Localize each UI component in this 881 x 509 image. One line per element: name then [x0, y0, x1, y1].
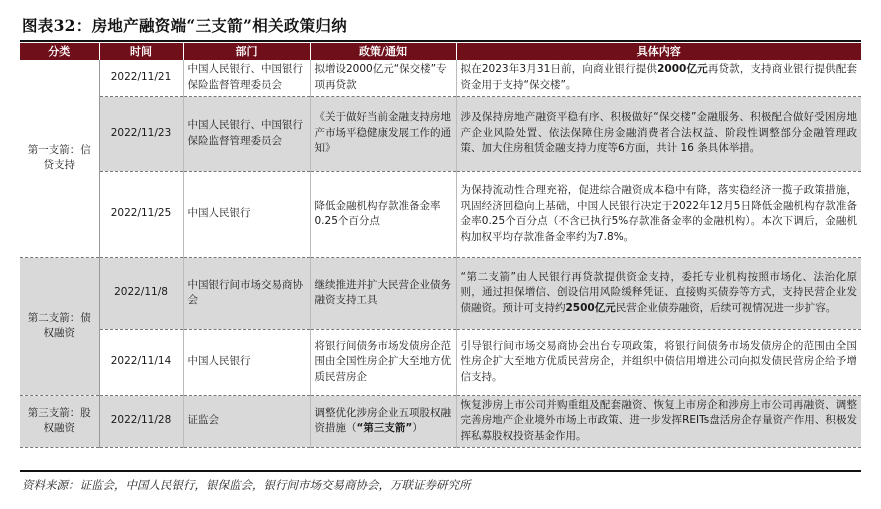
department-cell: 中国银行间市场交易商协会 [183, 257, 310, 329]
category-cell: 第二支箭：债权融资 [20, 257, 99, 395]
department-cell: 中国人民银行 [183, 329, 310, 395]
detail-cell: 为保持流动性合理充裕，促进综合融资成本稳中有降，落实稳经济一揽子政策措施，巩固经济回稳向上基础，中国人民银行决定于2022年12月5日降低金融机构存款准备金率0.25个百分点（不含已执行5%存款准备金率的金融机构）。本次下调后，金融机构加权平均存款准备金率约为7.8%。 [456, 171, 861, 257]
category-cell: 第三支箭：股权融资 [20, 395, 99, 447]
policy-cell: 《关于做好当前金融支持房地产市场平稳健康发展工作的通知》 [310, 96, 456, 171]
policy-cell: 将银行间债务市场发债房企范围由全国性房企扩大至地方优质民营房企 [310, 329, 456, 395]
source-note: 资料来源：证监会，中国人民银行，银保监会，银行间市场交易商协会，万联证券研究所 [22, 478, 471, 492]
detail-cell [456, 257, 861, 329]
top-rule [20, 40, 861, 42]
department-cell: 中国人民银行、中国银行保险监督管理委员会 [183, 96, 310, 171]
detail-text: 民营企业债券融资，后续可视情况进一步扩容。 [615, 301, 837, 314]
department-cell: 中国人民银行、中国银行保险监督管理委员会 [183, 60, 310, 96]
policy-cell: 继续推进并扩大民营企业债务融资支持工具 [310, 257, 456, 329]
header-detail: 具体内容 [456, 43, 861, 60]
policy-cell [310, 395, 456, 447]
department-cell: 证监会 [183, 395, 310, 447]
detail-highlight: 2000亿元 [657, 63, 708, 76]
header-policy: 政策/通知 [310, 43, 456, 60]
date-cell: 2022/11/21 [99, 60, 183, 96]
category-cell: 第一支箭：信贷支持 [20, 60, 99, 257]
header-category: 分类 [20, 43, 99, 60]
detail-cell [456, 60, 861, 96]
table-row [20, 96, 861, 171]
date-cell: 2022/11/14 [99, 329, 183, 395]
detail-highlight: 2500亿元 [565, 301, 616, 314]
date-cell: 2022/11/28 [99, 395, 183, 447]
table-header-row [20, 43, 861, 60]
table-row [20, 257, 861, 329]
date-cell: 2022/11/25 [99, 171, 183, 257]
policy-text: ） [412, 422, 423, 434]
detail-text: 再贷款，支持商业银行提供配套资金用于支持“保交楼”。 [460, 63, 858, 91]
figure-title: 图表32：房地产融资端“三支箭”相关政策归纳 [22, 16, 348, 35]
department-cell: 中国人民银行 [183, 171, 310, 257]
header-date: 时间 [99, 43, 183, 60]
policy-text: 调整优化涉房企业五项股权融资措施（ [314, 406, 451, 434]
date-cell: 2022/11/23 [99, 96, 183, 171]
policy-cell: 拟增设2000亿元“保交楼”专项再贷款 [310, 60, 456, 96]
table-row [20, 60, 861, 96]
table-row [20, 171, 861, 257]
bottom-rule [20, 470, 861, 472]
table-row [20, 329, 861, 395]
date-cell: 2022/11/8 [99, 257, 183, 329]
policy-table [20, 43, 861, 448]
policy-highlight: “第三支箭” [356, 422, 413, 434]
detail-cell: 涉及保持房地产融资平稳有序、积极做好“保交楼”金融服务、积极配合做好受困房地产企业风险处置、依法保障住房金融消费者合法权益、阶段性调整部分金融管理政策、加大住房租赁金融支持力度等6方面，共计 16 条具体举措。 [456, 96, 861, 171]
policy-cell: 降低金融机构存款准备金率0.25个百分点 [310, 171, 456, 257]
detail-text: 拟在2023年3月31日前，向商业银行提供 [460, 63, 658, 76]
detail-cell: 引导银行间市场交易商协会出台专项政策，将银行间债务市场发债房企的范围由全国性房企扩大至地方优质民营房企，并组织中债信用增进公司向拟发债民营房企给予增信支持。 [456, 329, 861, 395]
header-department: 部门 [183, 43, 310, 60]
detail-cell: 恢复涉房上市公司并购重组及配套融资、恢复上市房企和涉房上市公司再融资、调整完善房地产企业境外市场上市政策、进一步发挥REITs盘活房企存量资产作用、积极发挥私募股权投资基金作用。 [456, 395, 861, 447]
detail-text: “第二支箭”由人民银行再贷款提供资金支持，委托专业机构按照市场化、法治化原则，通过担保增信、创设信用风险缓释凭证、直接购买债券等方式，支持民营企业发债融资。预计可支持约 [460, 270, 857, 314]
table-row [20, 395, 861, 447]
